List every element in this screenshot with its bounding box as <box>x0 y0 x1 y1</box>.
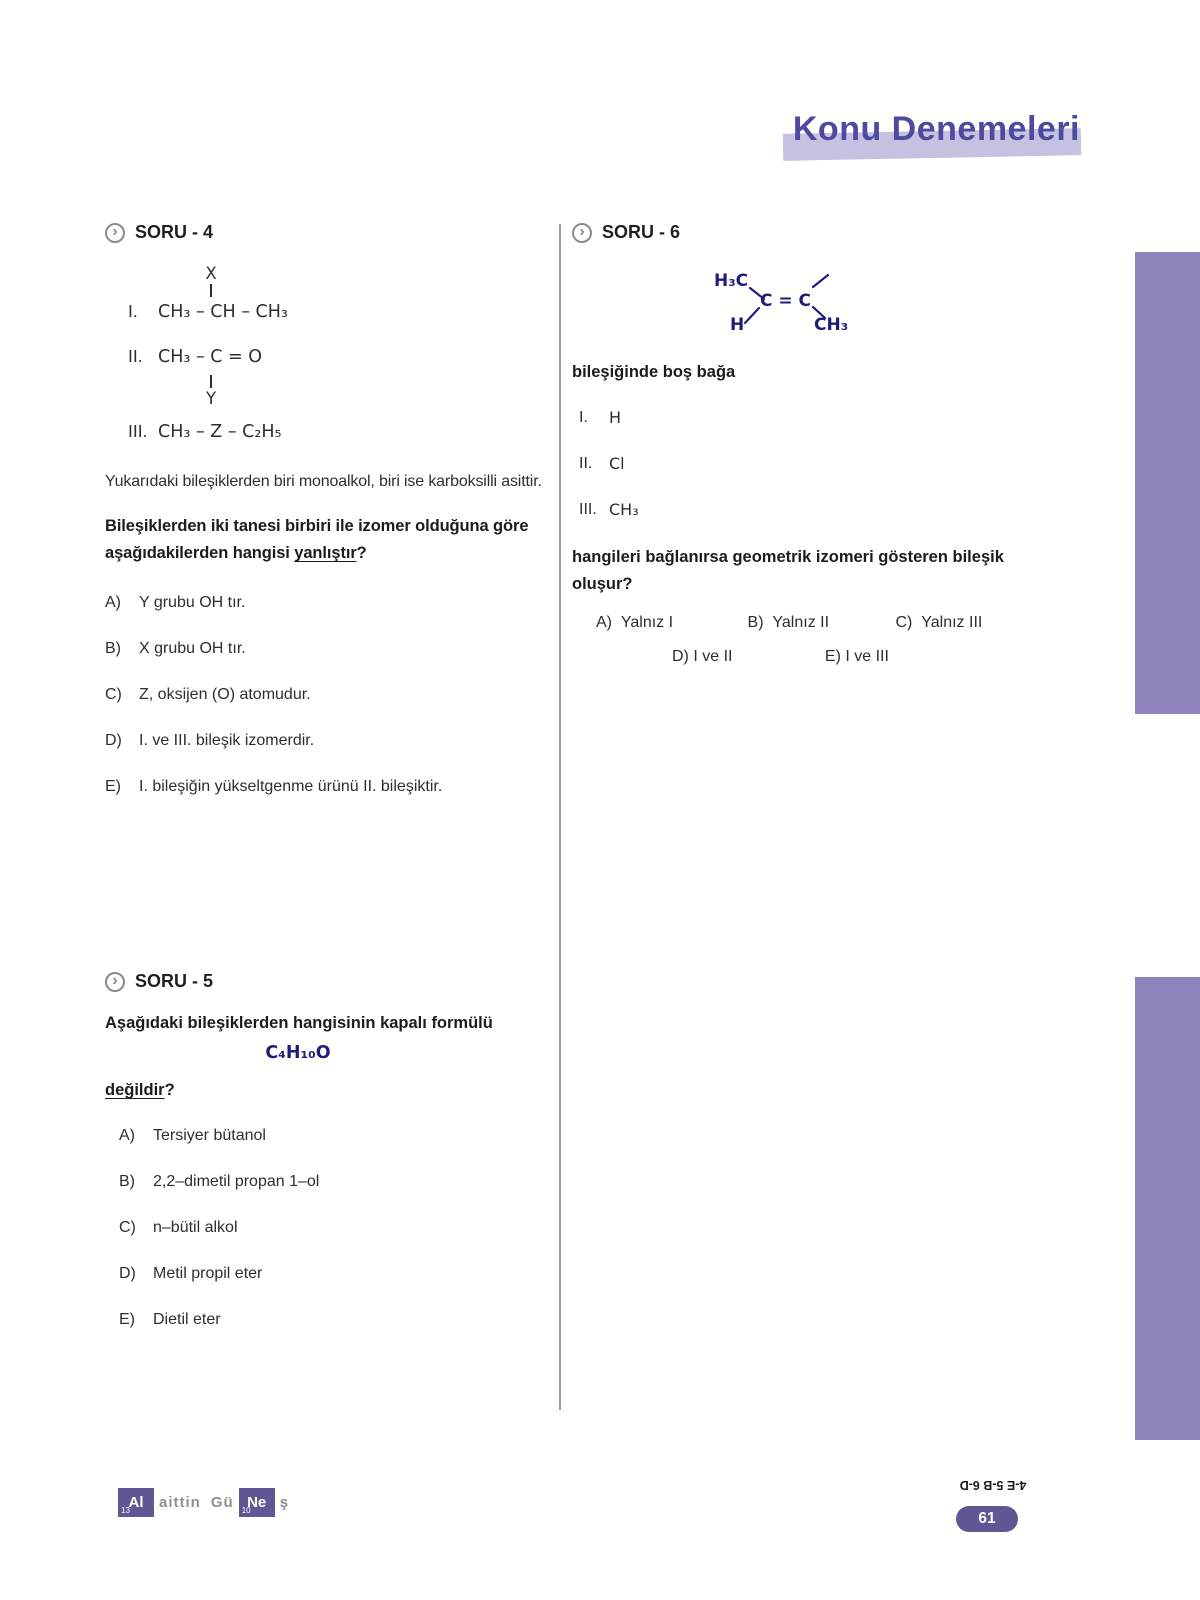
structure-I <box>128 265 560 322</box>
right-column <box>572 222 1042 666</box>
atomic-number: 13 <box>121 1506 130 1515</box>
single-bond <box>210 375 212 388</box>
element-tile-al <box>118 1488 154 1517</box>
option <box>895 614 982 631</box>
stem-underlined-word: değildir <box>105 1081 165 1099</box>
substituent-x <box>200 265 222 299</box>
option <box>596 614 673 631</box>
hydrogen-bottom-left: H <box>730 315 745 335</box>
page-title: Konu Denemeleri <box>792 110 1080 148</box>
logo-text: Gü <box>210 1494 234 1511</box>
substituent-x-label: X <box>205 264 217 283</box>
option-letter: C) <box>105 686 122 703</box>
atomic-number: 10 <box>241 1506 251 1515</box>
option-letter: B) <box>119 1173 135 1190</box>
option-row <box>105 1310 560 1330</box>
option-text: Dietil eter <box>153 1311 221 1328</box>
question-4-options <box>105 593 560 797</box>
question-6-stem: hangileri bağlanırsa geometrik izomeri gösteren bileşik oluşur? <box>572 548 1004 593</box>
structure-III-formula: CH₃ – Z – C₂H₅ <box>158 422 282 442</box>
question-5-label: SORU - 5 <box>135 971 214 991</box>
methyl-bottom-right: CH₃ <box>814 315 849 335</box>
option-text: Tersiyer bütanol <box>153 1127 266 1144</box>
option-letter: D) <box>119 1265 136 1282</box>
chevron-circle-icon: › <box>572 223 592 243</box>
publisher-logo <box>118 1488 294 1517</box>
side-accent-top <box>1135 252 1200 714</box>
structure-III <box>128 421 560 442</box>
item-text: Cl <box>609 454 625 473</box>
chevron-circle-icon: › <box>105 972 125 992</box>
question-6-header <box>572 222 1042 243</box>
option <box>825 648 889 665</box>
question-5-formula: C₄H₁₀O <box>265 1043 331 1063</box>
option-letter: C) <box>895 614 913 631</box>
option-row <box>105 1172 560 1192</box>
option <box>748 614 830 631</box>
question-6-options-row2 <box>572 648 1042 666</box>
question-4-header <box>105 222 560 243</box>
option-letter: B) <box>747 614 764 631</box>
option-text: X grubu OH tır. <box>139 640 246 657</box>
item-numeral: I. <box>579 409 588 426</box>
question-4-stem <box>105 513 560 567</box>
option-text: 2,2–dimetil propan 1–ol <box>153 1173 320 1190</box>
substituent-y <box>200 373 222 407</box>
question-5-stem <box>105 1081 560 1100</box>
option-text: Yalnız I <box>620 614 674 631</box>
element-tile-ne <box>239 1488 275 1517</box>
single-bond <box>210 284 212 297</box>
question-5-intro: Aşağıdaki bileşiklerden hangisinin kapalı formülü <box>105 1014 493 1032</box>
option-letter: D) <box>105 732 122 749</box>
stem-question-mark: ? <box>356 544 367 562</box>
option-row <box>105 593 560 613</box>
logo-text: ş <box>279 1494 290 1511</box>
option-row <box>105 639 560 659</box>
stem-underlined-word: yanlıştır <box>294 544 357 562</box>
element-symbol: Ne <box>247 1494 267 1511</box>
item-text: CH₃ <box>609 500 639 519</box>
option-text: Yalnız III <box>921 614 983 631</box>
option-text: I. bileşiğin yükseltgenme ürünü II. bileşiktir. <box>139 778 443 795</box>
question-5-options <box>105 1126 560 1330</box>
logo-text: aittin <box>159 1494 201 1511</box>
option-text: I. ve III. bileşik izomerdir. <box>139 732 315 749</box>
chevron-circle-icon: › <box>105 223 125 243</box>
question-6-caption: bileşiğinde boş bağa <box>572 363 736 381</box>
option-row <box>105 685 560 705</box>
item-text: H <box>609 408 622 427</box>
left-column <box>105 222 560 1330</box>
structure-III-numeral: III. <box>128 421 148 441</box>
alkene-structure <box>714 271 874 339</box>
option-letter: D) <box>672 648 689 665</box>
double-bond-carbons: C = C <box>760 291 812 311</box>
option-letter: A) <box>105 594 121 611</box>
option-letter: E) <box>119 1311 135 1328</box>
list-item <box>579 500 1042 520</box>
question-4-paragraph: Yukarıdaki bileşiklerden biri monoalkol, biri ise karboksilli asittir. <box>105 473 542 490</box>
option-row <box>105 1264 560 1284</box>
question-5-header <box>105 971 560 992</box>
option-text: I ve II <box>693 648 733 665</box>
stem-text: Bileşiklerden iki tanesi birbiri ile izomer olduğuna göre aşağıdakilerden hangisi <box>105 517 529 562</box>
methyl-top-left: H₃C <box>714 271 749 291</box>
structure-I-formula: CH₃ – CH – CH₃ <box>158 302 288 322</box>
substituent-y-label: Y <box>205 389 217 408</box>
option-letter: A) <box>119 1127 135 1144</box>
option-row <box>105 1218 560 1238</box>
item-numeral: III. <box>579 501 597 518</box>
side-accent-bottom <box>1135 977 1200 1440</box>
option-row <box>105 1126 560 1146</box>
list-item <box>579 454 1042 474</box>
question-6-label: SORU - 6 <box>602 222 681 242</box>
option-letter: E) <box>105 778 121 795</box>
option-text: Y grubu OH tır. <box>139 594 246 611</box>
option-text: I ve III <box>845 648 889 665</box>
stem-question-mark: ? <box>164 1081 175 1099</box>
option-row <box>105 777 560 797</box>
question-4-label: SORU - 4 <box>135 222 214 242</box>
structure-II-numeral: II. <box>128 346 143 366</box>
structure-I-numeral: I. <box>128 301 138 321</box>
option-text: n–bütil alkol <box>153 1219 238 1236</box>
option-letter: C) <box>119 1219 136 1236</box>
item-numeral: II. <box>579 455 593 472</box>
option <box>672 648 732 665</box>
option-letter: E) <box>824 648 841 665</box>
answer-key-rotated: 4-E 5-B 6-D <box>959 1478 1027 1492</box>
option-letter: A) <box>596 614 612 631</box>
option-text: Yalnız II <box>772 614 830 631</box>
question-6-options-row1 <box>572 614 1042 632</box>
option-letter: B) <box>105 640 121 657</box>
question-6-items <box>572 408 1042 520</box>
page-number-badge: 61 <box>956 1506 1018 1532</box>
option-row <box>105 731 560 751</box>
option-text: Z, oksijen (O) atomudur. <box>139 686 311 703</box>
element-symbol: Al <box>128 1494 144 1511</box>
option-text: Metil propil eter <box>153 1265 263 1282</box>
structure-II-formula: CH₃ – C = O <box>158 347 263 367</box>
structure-II <box>128 346 560 407</box>
list-item <box>579 408 1042 428</box>
